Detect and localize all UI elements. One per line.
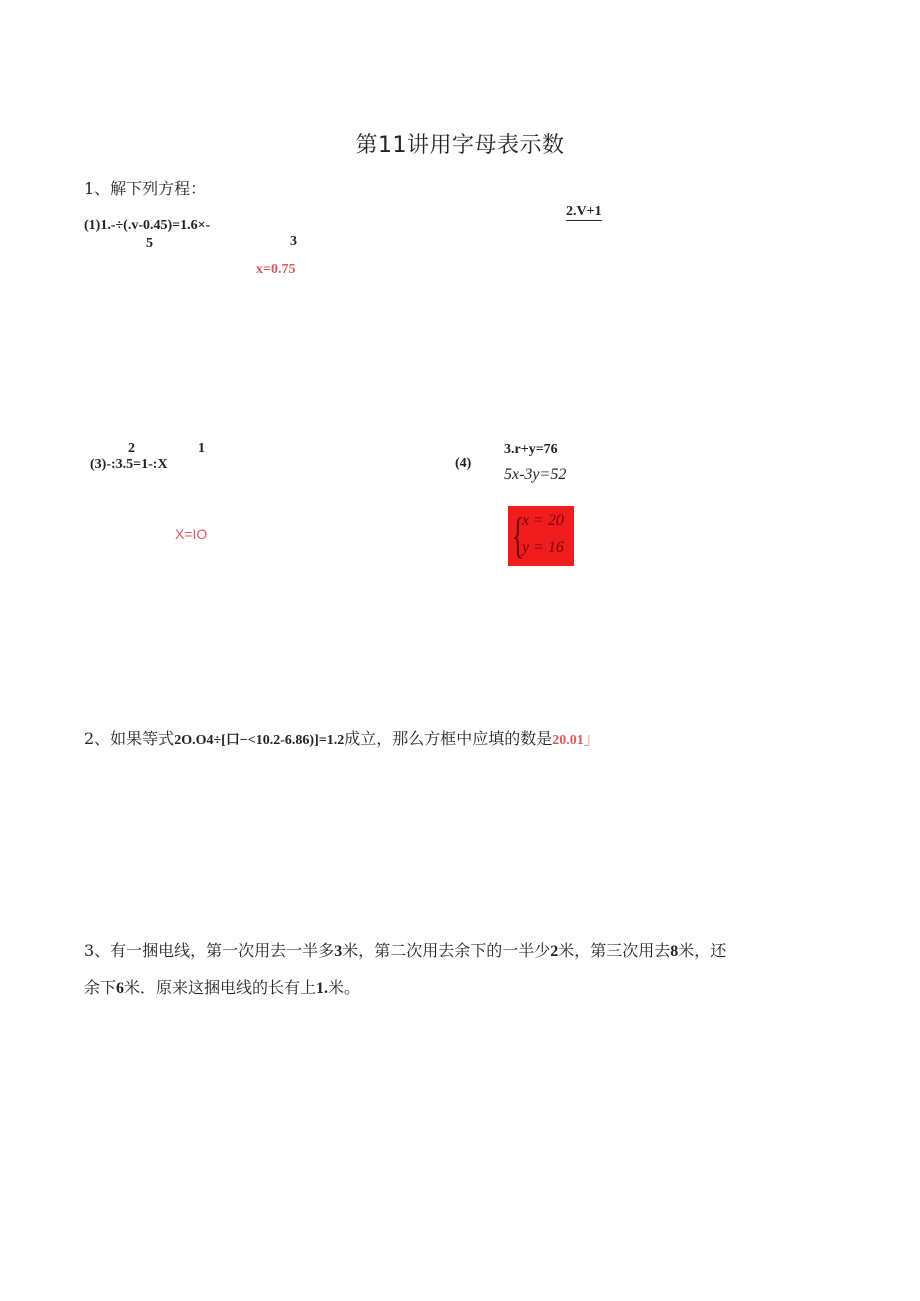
- brace-icon: {: [512, 507, 524, 563]
- equation-4-line-1: 3.r+y=76: [504, 442, 558, 457]
- question-3-text-d: 米，还: [678, 941, 727, 960]
- answer-3: X=IO: [175, 526, 208, 542]
- question-3-number-1: 3: [334, 943, 343, 960]
- equation-1-denominator-right: 3: [290, 234, 297, 249]
- question-3-text-b: 米，第二次用去余下的一半少: [342, 941, 551, 960]
- question-3-number-3: 8: [670, 943, 679, 960]
- question-2-middle: 成立，那么方框中应填的数是: [344, 729, 553, 748]
- equation-2: 2.V+1: [566, 204, 602, 219]
- equation-3-numerator-right: 1: [198, 441, 205, 456]
- question-3-number-5: 1.: [316, 980, 329, 997]
- equation-1: (1)1.-÷(.v-0.45)=1.6×-: [84, 218, 211, 233]
- question-2-expression: 2O.O4÷[口−<10.2-6.86)]=1.2: [174, 733, 345, 748]
- question-3-text-c: 米，第三次用去: [558, 941, 671, 960]
- question-3-text-a: 3、有一捆电线，第一次用去一半多: [84, 941, 335, 960]
- question-3-text-f: 米．原来这捆电线的长有上: [124, 978, 317, 997]
- question-2-answer: 20.01: [552, 733, 584, 748]
- question-3-line-2: [84, 975, 360, 998]
- answer-1: x=0.75: [256, 262, 296, 277]
- answer-4-line-1: x = 20: [522, 512, 564, 529]
- question-3-text-g: 米。: [328, 978, 361, 997]
- question-2: [84, 726, 600, 749]
- equation-3: (3)-:3.5=1-:X: [90, 457, 168, 472]
- answer-4-line-2: y = 16: [522, 539, 564, 556]
- question-3-number-2: 2: [550, 943, 559, 960]
- question-3-text-e: 余下: [84, 978, 117, 997]
- question-2-tail: 」: [583, 729, 600, 748]
- question-3-line-1: [84, 938, 726, 961]
- page-title: 第11讲用字母表示数: [355, 133, 565, 158]
- question-2-prefix: 2、如果等式: [84, 729, 175, 748]
- answer-4-highlight: [508, 506, 574, 566]
- equation-4-label: (4): [455, 456, 472, 471]
- equation-3-numerator-left: 2: [128, 441, 135, 456]
- equation-1-denominator-left: 5: [146, 236, 153, 251]
- equation-4-line-2: 5x-3y=52: [504, 466, 567, 483]
- question-3-number-4: 6: [116, 980, 125, 997]
- question-1-label: 1、解下列方程：: [84, 179, 207, 198]
